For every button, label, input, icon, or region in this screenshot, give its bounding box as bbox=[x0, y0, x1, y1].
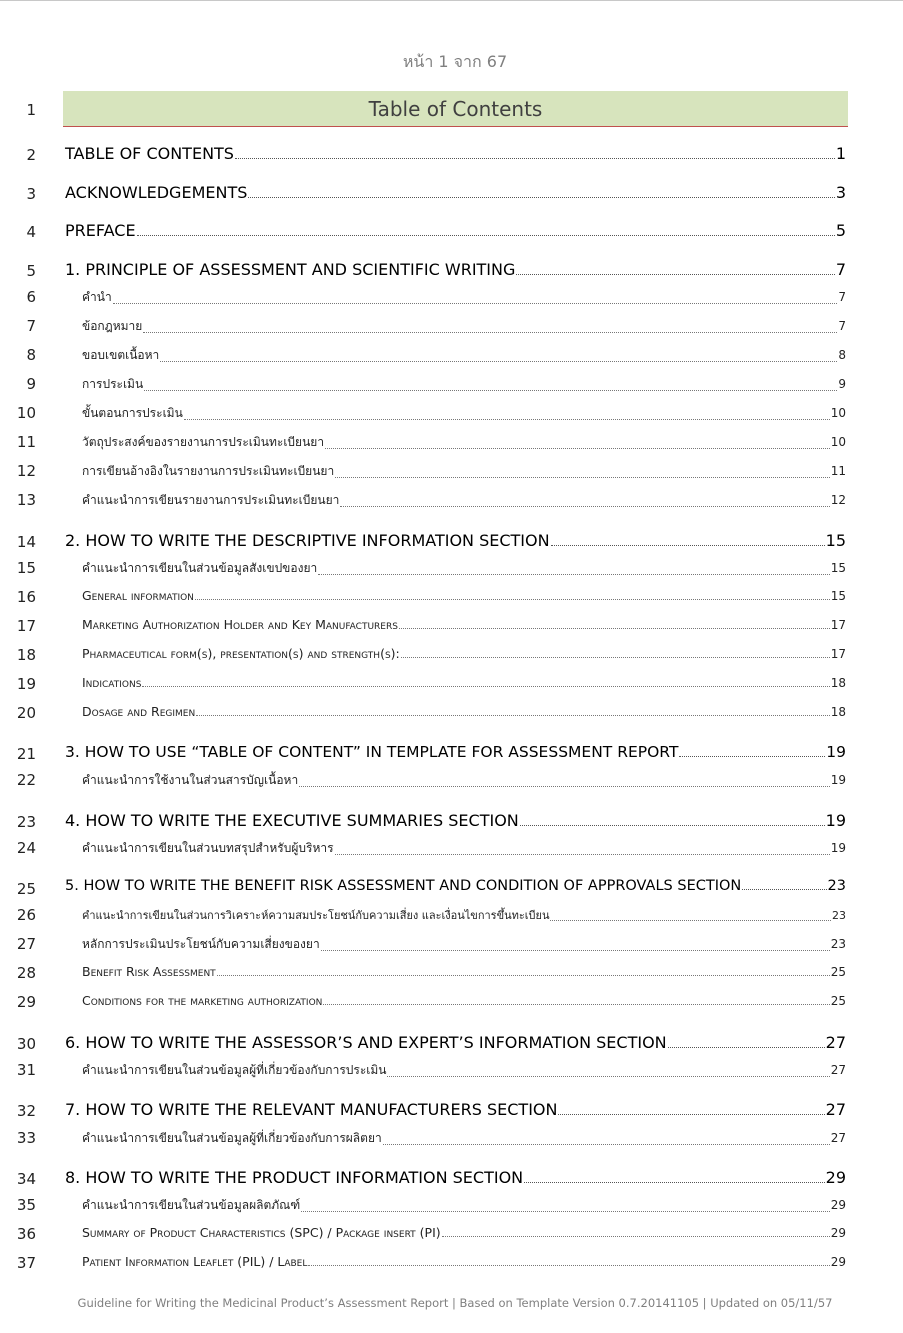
line-number: 22 bbox=[16, 771, 36, 789]
dot-leader bbox=[235, 158, 835, 159]
dot-leader bbox=[196, 715, 830, 716]
toc-entry-title: 4. HOW TO WRITE THE EXECUTIVE SUMMARIES SECTION bbox=[65, 811, 519, 830]
toc-entry-title: 3. HOW TO USE “TABLE OF CONTENT” IN TEMPLATE FOR ASSESSMENT REPORT bbox=[65, 743, 679, 761]
toc-entry-title: คำแนะนำการใช้งานในส่วนสารบัญเนื้อหา bbox=[82, 773, 299, 787]
toc-entry-section-1[interactable] bbox=[65, 260, 846, 279]
line-number: 26 bbox=[16, 906, 36, 924]
toc-page-number: 8 bbox=[838, 348, 846, 362]
line-number: 21 bbox=[16, 745, 36, 763]
line-number: 31 bbox=[16, 1061, 36, 1079]
toc-page-number: 23 bbox=[827, 878, 846, 894]
line-number: 9 bbox=[26, 375, 36, 393]
line-number: 11 bbox=[16, 433, 36, 451]
toc-subentry[interactable] bbox=[82, 317, 846, 336]
toc-entry-title: คำแนะนำการเขียนรายงานการประเมินทะเบียนยา bbox=[82, 493, 340, 507]
dot-leader bbox=[323, 1004, 829, 1005]
dot-leader bbox=[520, 825, 825, 826]
toc-entry-title: คำแนะนำการเขียนในส่วนข้อมูลผลิตภัณฑ์ bbox=[82, 1198, 301, 1212]
dot-leader bbox=[335, 854, 830, 855]
line-number: 36 bbox=[16, 1225, 36, 1243]
dot-leader bbox=[335, 477, 830, 478]
dot-leader bbox=[401, 657, 830, 658]
toc-entry-title: Dosage and Regimen bbox=[82, 704, 196, 719]
toc-entry-title: ACKNOWLEDGEMENTS bbox=[65, 183, 248, 202]
toc-page-number: 17 bbox=[830, 618, 846, 632]
toc-page-number: 15 bbox=[830, 561, 846, 575]
toc-subentry[interactable] bbox=[82, 1196, 846, 1215]
toc-entry-title: ข้อกฎหมาย bbox=[82, 319, 143, 333]
line-number: 8 bbox=[26, 346, 36, 364]
toc-subentry[interactable] bbox=[82, 906, 846, 924]
toc-entry-title: คำนำ bbox=[82, 290, 112, 304]
toc-entry-title: Patient Information Leaflet (PIL) / Label bbox=[82, 1254, 308, 1269]
toc-page-number: 10 bbox=[830, 406, 846, 420]
toc-entry-section-5[interactable] bbox=[65, 878, 846, 894]
dot-leader bbox=[387, 1076, 829, 1077]
toc-page-number: 9 bbox=[838, 377, 846, 391]
dot-leader bbox=[144, 390, 837, 391]
toc-entry-title: การประเมิน bbox=[82, 377, 144, 391]
toc-subentry[interactable] bbox=[82, 404, 846, 423]
dot-leader bbox=[516, 274, 834, 275]
line-number: 28 bbox=[16, 964, 36, 982]
toc-page-number: 19 bbox=[830, 841, 846, 855]
toc-entry-title: Marketing Authorization Holder and Key Manufacturers bbox=[82, 617, 398, 632]
toc-page-number: 7 bbox=[835, 260, 846, 279]
dot-leader bbox=[160, 361, 837, 362]
dot-leader bbox=[195, 599, 830, 600]
toc-page-number: 7 bbox=[838, 319, 846, 333]
dot-leader bbox=[551, 545, 825, 546]
dot-leader bbox=[325, 448, 830, 449]
dot-leader bbox=[399, 628, 830, 629]
toc-page-number: 19 bbox=[830, 773, 846, 787]
line-number: 1 bbox=[26, 101, 36, 119]
toc-page-number: 27 bbox=[830, 1063, 846, 1077]
toc-subentry[interactable] bbox=[82, 1129, 846, 1148]
line-number: 25 bbox=[16, 880, 36, 898]
toc-subentry[interactable] bbox=[82, 935, 846, 954]
dot-leader bbox=[142, 686, 829, 687]
line-number: 33 bbox=[16, 1129, 36, 1147]
toc-subentry[interactable] bbox=[82, 839, 846, 858]
toc-subentry[interactable] bbox=[82, 288, 846, 307]
toc-entry-title: 1. PRINCIPLE OF ASSESSMENT AND SCIENTIFIC WRITING bbox=[65, 260, 516, 279]
toc-page-number: 18 bbox=[830, 705, 846, 719]
toc-subentry[interactable] bbox=[82, 617, 846, 632]
toc-entry-title: คำแนะนำการเขียนในส่วนข้อมูลสังเขปของยา bbox=[82, 561, 318, 575]
line-number: 14 bbox=[16, 533, 36, 551]
toc-entry-title: 2. HOW TO WRITE THE DESCRIPTIVE INFORMATION SECTION bbox=[65, 531, 550, 550]
toc-page-number: 19 bbox=[826, 743, 846, 761]
toc-entry-title: วัตถุประสงค์ของรายงานการประเมินทะเบียนยา bbox=[82, 435, 325, 449]
toc-page-number: 25 bbox=[830, 965, 846, 979]
line-number: 3 bbox=[26, 185, 36, 203]
page-top-border bbox=[0, 0, 903, 1]
toc-page-number: 29 bbox=[830, 1255, 846, 1269]
toc-entry-title: คำแนะนำการเขียนในส่วนข้อมูลผู้ที่เกี่ยวข้องกับการประเมิน bbox=[82, 1063, 387, 1077]
line-number: 32 bbox=[16, 1102, 36, 1120]
line-number: 15 bbox=[16, 559, 36, 577]
toc-page-number: 23 bbox=[830, 937, 846, 951]
page-footer: Guideline for Writing the Medicinal Product’s Assessment Report | Based on Template Version 0.7.20141105 | Updated on 05/11/57 bbox=[77, 1296, 833, 1310]
toc-entry-section-4[interactable] bbox=[65, 811, 846, 830]
toc-subentry[interactable] bbox=[82, 588, 846, 603]
toc-entry-section-2[interactable] bbox=[65, 531, 846, 550]
toc-page-number: 1 bbox=[835, 144, 846, 163]
dot-leader bbox=[184, 419, 830, 420]
line-number: 18 bbox=[16, 646, 36, 664]
toc-entry-title: 7. HOW TO WRITE THE RELEVANT MANUFACTURERS SECTION bbox=[65, 1100, 558, 1119]
toc-subentry[interactable] bbox=[82, 993, 846, 1008]
toc-page-number: 25 bbox=[830, 994, 846, 1008]
dot-leader bbox=[299, 786, 830, 787]
toc-page-number: 18 bbox=[830, 676, 846, 690]
line-number: 10 bbox=[16, 404, 36, 422]
toc-page-number: 3 bbox=[835, 183, 846, 202]
dot-leader bbox=[113, 303, 838, 304]
toc-entry-title: คำแนะนำการเขียนในส่วนการวิเคราะห์ความสมประโยชน์กับความเสี่ยง และเงื่อนไขการขึ้นทะเบียน bbox=[82, 909, 550, 922]
line-number: 20 bbox=[16, 704, 36, 722]
line-number: 30 bbox=[16, 1035, 36, 1053]
line-number: 23 bbox=[16, 813, 36, 831]
toc-entry-title: การเขียนอ้างอิงในรายงานการประเมินทะเบียนยา bbox=[82, 464, 335, 478]
toc-subentry[interactable] bbox=[82, 1225, 846, 1240]
line-number: 4 bbox=[26, 223, 36, 241]
toc-page-number: 19 bbox=[825, 811, 846, 830]
dot-leader bbox=[340, 506, 829, 507]
dot-leader bbox=[248, 197, 834, 198]
line-number: 35 bbox=[16, 1196, 36, 1214]
line-number: 16 bbox=[16, 588, 36, 606]
toc-page-number: 29 bbox=[830, 1198, 846, 1212]
dot-leader bbox=[550, 920, 831, 921]
dot-leader bbox=[318, 574, 829, 575]
toc-page-number: 27 bbox=[825, 1100, 846, 1119]
toc-entry-title: หลักการประเมินประโยชน์กับความเสี่ยงของยา bbox=[82, 937, 320, 951]
toc-subentry[interactable] bbox=[82, 1254, 846, 1269]
toc-entry-title: ขอบเขตเนื้อหา bbox=[82, 348, 160, 362]
dot-leader bbox=[524, 1182, 825, 1183]
toc-subentry[interactable] bbox=[82, 375, 846, 394]
toc-subentry[interactable] bbox=[82, 433, 846, 452]
dot-leader bbox=[137, 235, 835, 236]
line-number: 34 bbox=[16, 1170, 36, 1188]
toc-page-number: 29 bbox=[825, 1168, 846, 1187]
toc-page-number: 7 bbox=[838, 290, 846, 304]
toc-entry-title: ขั้นตอนการประเมิน bbox=[82, 406, 183, 420]
toc-page-number: 29 bbox=[830, 1226, 846, 1240]
toc-subentry[interactable] bbox=[82, 346, 846, 365]
dot-leader bbox=[321, 950, 830, 951]
toc-subentry[interactable] bbox=[82, 559, 846, 578]
line-number: 7 bbox=[26, 317, 36, 335]
line-number: 5 bbox=[26, 262, 36, 280]
line-number: 29 bbox=[16, 993, 36, 1011]
toc-entry-table-of-contents[interactable] bbox=[65, 144, 846, 163]
toc-page-number: 27 bbox=[825, 1033, 846, 1052]
toc-page-number: 17 bbox=[830, 647, 846, 661]
toc-entry-section-7[interactable] bbox=[65, 1100, 846, 1119]
toc-entry-title: Pharmaceutical form(s), presentation(s) and strength(s): bbox=[82, 646, 400, 661]
toc-subentry[interactable] bbox=[82, 491, 846, 510]
toc-page-number: 23 bbox=[832, 909, 846, 922]
dot-leader bbox=[558, 1114, 824, 1115]
page-indicator: หน้า 1 จาก 67 bbox=[402, 52, 508, 71]
toc-entry-section-3[interactable] bbox=[65, 743, 846, 761]
toc-entry-title: Conditions for the marketing authorization bbox=[82, 993, 323, 1008]
line-number: 2 bbox=[26, 146, 36, 164]
line-number: 13 bbox=[16, 491, 36, 509]
toc-entry-title: General information bbox=[82, 588, 194, 603]
toc-subentry[interactable] bbox=[82, 646, 846, 661]
line-number: 37 bbox=[16, 1254, 36, 1272]
toc-entry-title: 5. HOW TO WRITE THE BENEFIT RISK ASSESSMENT AND CONDITION OF APPROVALS SECTION bbox=[65, 878, 742, 894]
dot-leader bbox=[301, 1211, 829, 1212]
toc-subentry[interactable] bbox=[82, 462, 846, 481]
toc-entry-preface[interactable] bbox=[65, 221, 846, 240]
line-number: 27 bbox=[16, 935, 36, 953]
toc-title: Table of Contents bbox=[63, 91, 848, 127]
line-number: 17 bbox=[16, 617, 36, 635]
toc-entry-title: คำแนะนำการเขียนในส่วนบทสรุปสำหรับผู้บริหาร bbox=[82, 841, 334, 855]
dot-leader bbox=[442, 1236, 830, 1237]
line-number: 12 bbox=[16, 462, 36, 480]
toc-subentry[interactable] bbox=[82, 771, 846, 790]
toc-page-number: 27 bbox=[830, 1131, 846, 1145]
toc-entry-title: PREFACE bbox=[65, 221, 136, 240]
dot-leader bbox=[742, 889, 826, 890]
toc-page-number: 15 bbox=[825, 531, 846, 550]
toc-page-number: 12 bbox=[830, 493, 846, 507]
toc-subentry[interactable] bbox=[82, 1061, 846, 1080]
dot-leader bbox=[383, 1144, 830, 1145]
toc-entry-section-8[interactable] bbox=[65, 1168, 846, 1187]
toc-entry-title: คำแนะนำการเขียนในส่วนข้อมูลผู้ที่เกี่ยวข้องกับการผลิตยา bbox=[82, 1131, 382, 1145]
line-number: 24 bbox=[16, 839, 36, 857]
dot-leader bbox=[217, 975, 830, 976]
toc-page-number: 5 bbox=[835, 221, 846, 240]
toc-subentry[interactable] bbox=[82, 704, 846, 719]
toc-entry-title: Indications bbox=[82, 675, 142, 690]
toc-subentry[interactable] bbox=[82, 964, 846, 979]
toc-entry-title: Benefit Risk Assessment bbox=[82, 964, 216, 979]
dot-leader bbox=[143, 332, 837, 333]
toc-entry-title: 6. HOW TO WRITE THE ASSESSOR’S AND EXPERT’S INFORMATION SECTION bbox=[65, 1033, 667, 1052]
dot-leader bbox=[679, 756, 825, 757]
line-number: 19 bbox=[16, 675, 36, 693]
line-number: 6 bbox=[26, 288, 36, 306]
toc-page-number: 15 bbox=[830, 589, 846, 603]
toc-entry-title: Summary of Product Characteristics (SPC) / Package insert (PI) bbox=[82, 1225, 441, 1240]
toc-entry-title: TABLE OF CONTENTS bbox=[65, 144, 234, 163]
dot-leader bbox=[308, 1265, 829, 1266]
toc-entry-section-6[interactable] bbox=[65, 1033, 846, 1052]
toc-subentry[interactable] bbox=[82, 675, 846, 690]
toc-page-number: 10 bbox=[830, 435, 846, 449]
dot-leader bbox=[668, 1047, 825, 1048]
toc-entry-title: 8. HOW TO WRITE THE PRODUCT INFORMATION SECTION bbox=[65, 1168, 524, 1187]
toc-page-number: 11 bbox=[830, 464, 846, 478]
toc-entry-acknowledgements[interactable] bbox=[65, 183, 846, 202]
